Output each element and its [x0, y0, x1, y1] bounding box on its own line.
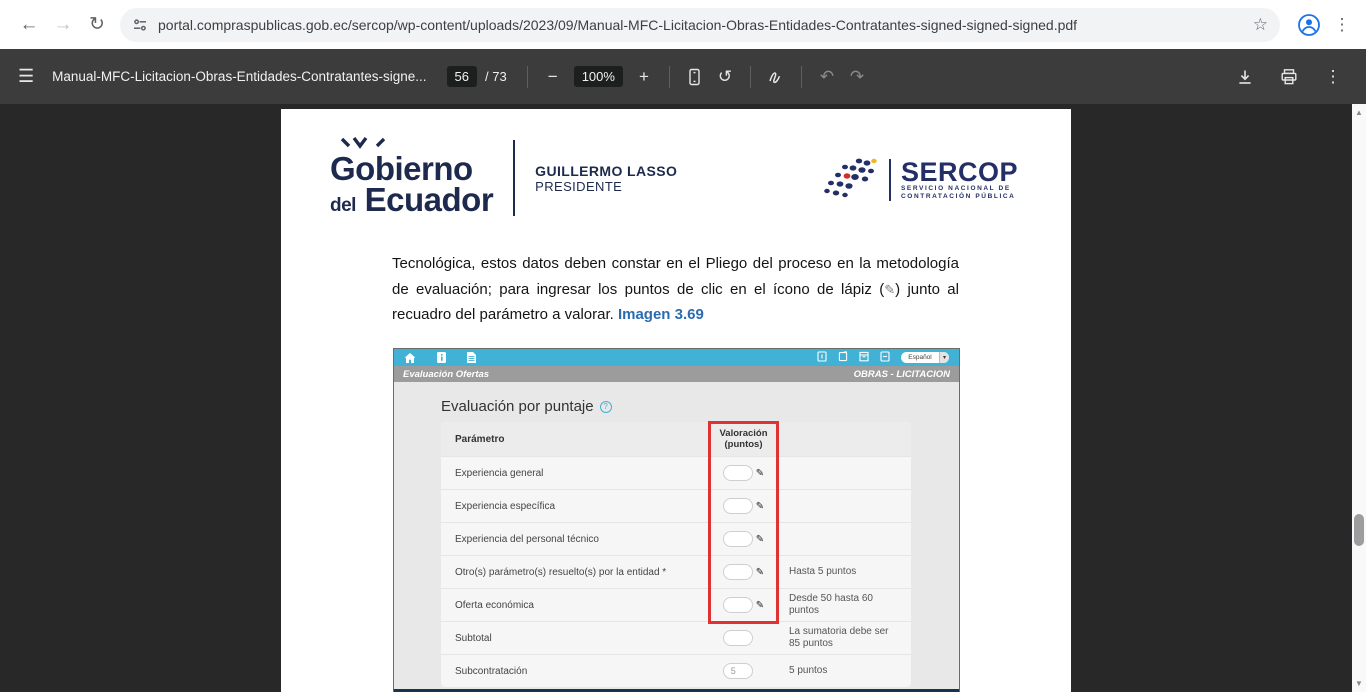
- divider: [750, 66, 751, 88]
- divider: [669, 66, 670, 88]
- rotate-button[interactable]: ↺: [717, 66, 733, 86]
- body-paragraph: Tecnológica, estos datos deben constar en el Pliego del proceso en la metodología de evaluación; para ingresar los puntos de clic en el ícono de lápiz (✎) junto al recuadro del parámetro a valorar. Imagen 3.69: [392, 255, 959, 323]
- table-row: [441, 654, 911, 687]
- president-title: PRESIDENTE: [535, 178, 623, 194]
- sercop-subtitle: SERVICIO NACIONAL DE CONTRATACIÓN PÚBLICA: [901, 184, 1016, 200]
- reload-icon: ↻: [89, 14, 105, 35]
- document-icon[interactable]: [467, 352, 476, 363]
- points-table: [441, 422, 911, 687]
- zoom-level[interactable]: 100%: [574, 66, 623, 87]
- zoom-out-button[interactable]: −: [547, 66, 558, 86]
- address-bar[interactable]: [120, 8, 1280, 42]
- browser-menu-icon[interactable]: ⋮: [1333, 14, 1351, 34]
- home-icon[interactable]: [404, 353, 416, 363]
- parameter-label: Otro(s) parámetro(s) resuelto(s) por la entidad *: [455, 566, 667, 578]
- box-icon[interactable]: [880, 349, 890, 367]
- points-input[interactable]: [723, 465, 753, 481]
- page-icon[interactable]: [838, 349, 848, 367]
- download-icon[interactable]: [1230, 62, 1260, 92]
- calendar-icon[interactable]: [859, 349, 869, 367]
- points-input[interactable]: [723, 498, 753, 514]
- parameter-label: Experiencia del personal técnico: [455, 533, 599, 545]
- forward-icon: →: [53, 13, 73, 35]
- table-row: [441, 522, 911, 555]
- bookmark-star-icon[interactable]: ☆: [1252, 14, 1268, 34]
- parameter-label: Experiencia general: [455, 467, 544, 479]
- language-label: Español: [908, 354, 932, 361]
- pencil-icon[interactable]: ✎: [755, 533, 765, 545]
- reload-button[interactable]: [80, 8, 114, 42]
- redo-button[interactable]: ↷: [849, 66, 865, 86]
- parameter-label: Experiencia específica: [455, 500, 556, 512]
- row-note: 5 puntos: [789, 665, 828, 676]
- chevron-down-icon[interactable]: ▾: [939, 352, 949, 363]
- logo-divider: [513, 140, 515, 216]
- pencil-icon[interactable]: ✎: [755, 599, 765, 611]
- table-row: [441, 621, 911, 654]
- sercop-logo: [821, 155, 1018, 204]
- parameter-label: Subtotal: [455, 632, 492, 644]
- menu-icon[interactable]: ☰: [18, 66, 35, 86]
- pencil-icon[interactable]: ✎: [755, 500, 765, 512]
- parameter-label: Subcontratación: [455, 665, 528, 677]
- gobierno-emblem-icon: [340, 135, 386, 156]
- embedded-screenshot: [393, 348, 960, 692]
- box-arrow-icon[interactable]: [817, 349, 827, 367]
- president-name: GUILLERMO LASSO: [535, 162, 678, 179]
- row-note: Hasta 5 puntos: [789, 566, 857, 577]
- points-input[interactable]: 5: [723, 663, 753, 679]
- zoom-in-button[interactable]: +: [638, 66, 649, 86]
- pdf-toolbar: [0, 49, 1366, 104]
- url-text[interactable]: portal.compraspublicas.gob.ec/sercop/wp-content/uploads/2023/09/Manual-MFC-Licitacion-Obras-Entidades-Contratantes-signed-signed-signed.pdf: [158, 16, 1078, 33]
- site-info-icon[interactable]: [132, 17, 148, 33]
- divider: [527, 66, 528, 88]
- column-header-valoracion: Valoración (puntos): [719, 428, 768, 450]
- language-select[interactable]: [901, 352, 949, 363]
- fit-page-button[interactable]: [680, 62, 710, 92]
- table-row: [441, 555, 911, 588]
- vertical-scrollbar[interactable]: [1352, 104, 1366, 692]
- annotate-pen-icon[interactable]: [761, 62, 791, 92]
- pdf-page: [281, 109, 1071, 692]
- points-input[interactable]: [723, 630, 753, 646]
- app-breadcrumb-bar: [394, 366, 959, 382]
- app-toolbar: [394, 349, 959, 366]
- parameter-label: Oferta económica: [455, 599, 534, 611]
- pdf-menu-icon[interactable]: ⋮: [1324, 66, 1342, 86]
- breadcrumb-right: OBRAS - LICITACION: [853, 368, 950, 380]
- help-icon[interactable]: ?: [600, 401, 612, 413]
- breadcrumb-left: Evaluación Ofertas: [403, 368, 490, 380]
- gobierno-ecuador-logo: [330, 135, 677, 221]
- info-icon[interactable]: [437, 352, 446, 363]
- table-row: [441, 456, 911, 489]
- row-note: Desde 50 hasta 60 puntos: [789, 593, 873, 616]
- scrollbar-thumb[interactable]: [1354, 514, 1364, 546]
- pencil-inline-icon: ✎: [884, 281, 896, 297]
- points-input[interactable]: [723, 531, 753, 547]
- pdf-title: Manual-MFC-Licitacion-Obras-Entidades-Contratantes-signe...: [52, 69, 427, 84]
- page-number-input[interactable]: 56: [447, 66, 477, 87]
- section-title: Evaluación por puntaje ?: [441, 398, 612, 415]
- table-row: [441, 588, 911, 621]
- table-row: [441, 489, 911, 522]
- browser-toolbar: [0, 0, 1366, 49]
- logo-divider: [889, 159, 891, 201]
- pdf-viewer: [0, 104, 1366, 692]
- page-total: / 73: [485, 69, 507, 84]
- undo-button[interactable]: ↶: [819, 66, 835, 86]
- profile-avatar-icon[interactable]: [1296, 12, 1322, 38]
- table-header: [441, 422, 911, 456]
- scroll-down-icon[interactable]: ▼: [1355, 679, 1363, 688]
- column-header-parametro: Parámetro: [455, 433, 505, 445]
- points-input[interactable]: [723, 564, 753, 580]
- print-icon[interactable]: [1274, 62, 1304, 92]
- sercop-title: SERCOP: [901, 156, 1019, 187]
- points-table-body: [441, 456, 911, 687]
- pencil-icon[interactable]: ✎: [755, 566, 765, 578]
- forward-button[interactable]: [46, 8, 80, 42]
- back-icon: ←: [19, 13, 39, 35]
- gobierno-title: Gobierno del Ecuador: [330, 150, 494, 218]
- sercop-dots-icon: [821, 155, 879, 204]
- scroll-up-icon[interactable]: ▲: [1355, 108, 1363, 117]
- row-note: La sumatoria debe ser 85 puntos: [789, 626, 889, 649]
- imagen-reference: Imagen 3.69: [617, 306, 704, 323]
- divider: [801, 66, 802, 88]
- pencil-icon[interactable]: ✎: [755, 467, 765, 479]
- back-button[interactable]: [12, 8, 46, 42]
- points-input[interactable]: [723, 597, 753, 613]
